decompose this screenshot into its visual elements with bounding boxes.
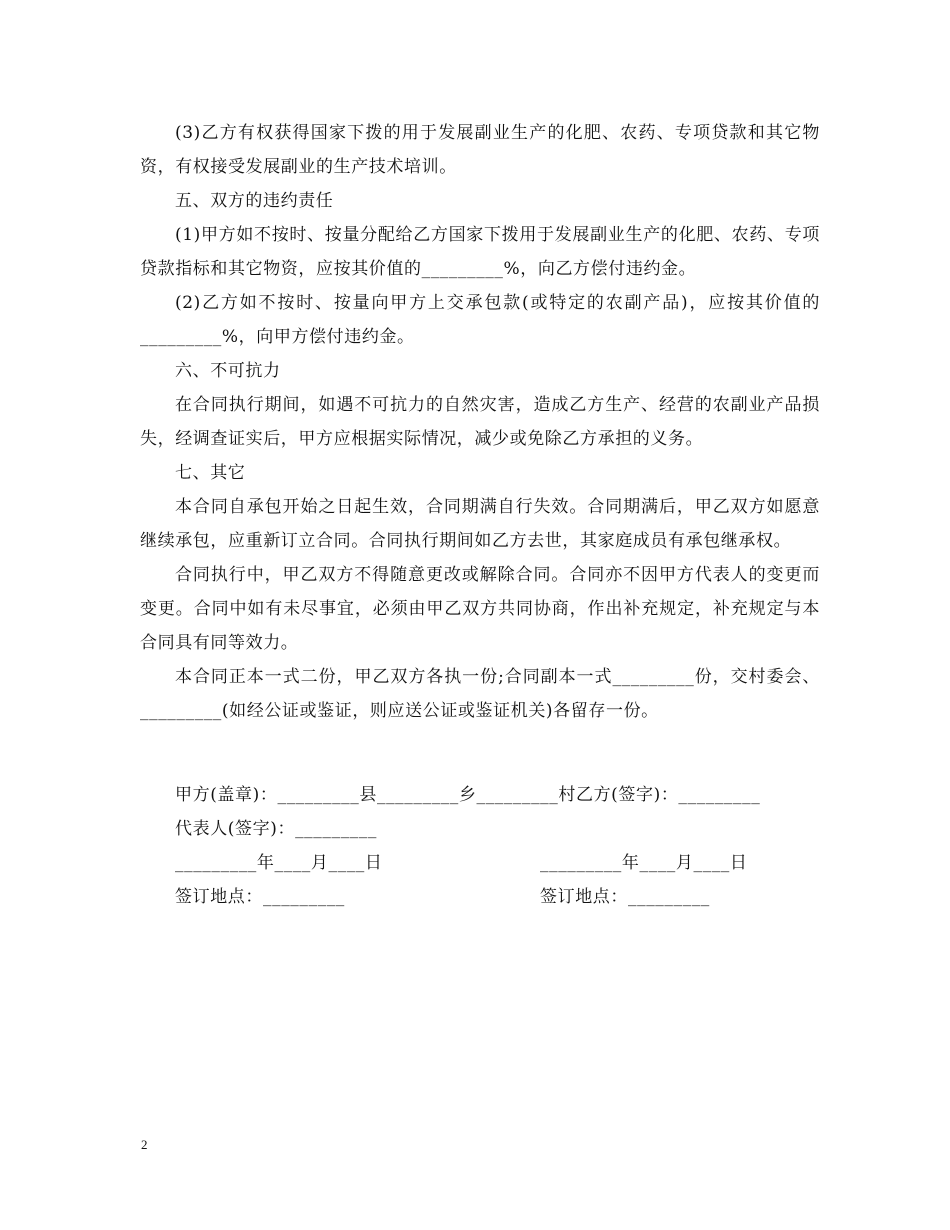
signature-place-right: 签订地点：_________ (540, 887, 710, 907)
signature-date-right: _________年____月____日 (540, 853, 748, 873)
amendment-paragraph: 合同执行中，甲乙双方不得随意更改或解除合同。合同亦不因甲方代表人的变更而变更。合同中如有未尽事宜，必须由甲乙双方共同协商，作出补充规定，补充规定与本合同具有同等效力。 (140, 565, 820, 653)
section-heading-breach: 五、双方的违约责任 (175, 191, 334, 211)
clause-3-rights: (3)乙方有权获得国家下拨的用于发展副业生产的化肥、农药、专项贷款和其它物资，有权接受发展副业的生产技术培训。 (140, 123, 820, 177)
section-heading-force-majeure: 六、不可抗力 (175, 361, 281, 381)
contract-body (140, 116, 820, 728)
clause-1-party-a-penalty: (1)甲方如不按时、按量分配给乙方国家下拨用于发展副业生产的化肥、农药、专项贷款指标和其它物资，应按其价值的_________%，向乙方偿付违约金。 (140, 225, 820, 279)
section-heading-other: 七、其它 (175, 463, 246, 483)
copies-paragraph: 本合同正本一式二份，甲乙双方各执一份;合同副本一式_________份，交村委会、_________(如经公证或鉴证，则应送公证或鉴证机关)各留存一份。 (140, 667, 820, 721)
signature-representative: 代表人(签字)：_________ (175, 819, 377, 839)
signature-party-line: 甲方(盖章)：_________县_________乡_________村乙方(签字)：_________ (175, 785, 761, 805)
force-majeure-paragraph: 在合同执行期间，如遇不可抗力的自然灾害，造成乙方生产、经营的农副业产品损失，经调查证实后，甲方应根据实际情况，减少或免除乙方承担的义务。 (140, 395, 820, 449)
page-number: 2 (141, 1137, 148, 1152)
clause-2-party-b-penalty: (2)乙方如不按时、按量向甲方上交承包款(或特定的农副产品)，应按其价值的_________%，向甲方偿付违约金。 (140, 293, 820, 347)
signature-date-left: _________年____月____日 (175, 853, 383, 873)
signature-place-left: 签订地点：_________ (175, 887, 345, 907)
effective-term-paragraph: 本合同自承包开始之日起生效，合同期满自行失效。合同期满后，甲乙双方如愿意继续承包，应重新订立合同。合同执行期间如乙方去世，其家庭成员有承包继承权。 (140, 497, 820, 551)
